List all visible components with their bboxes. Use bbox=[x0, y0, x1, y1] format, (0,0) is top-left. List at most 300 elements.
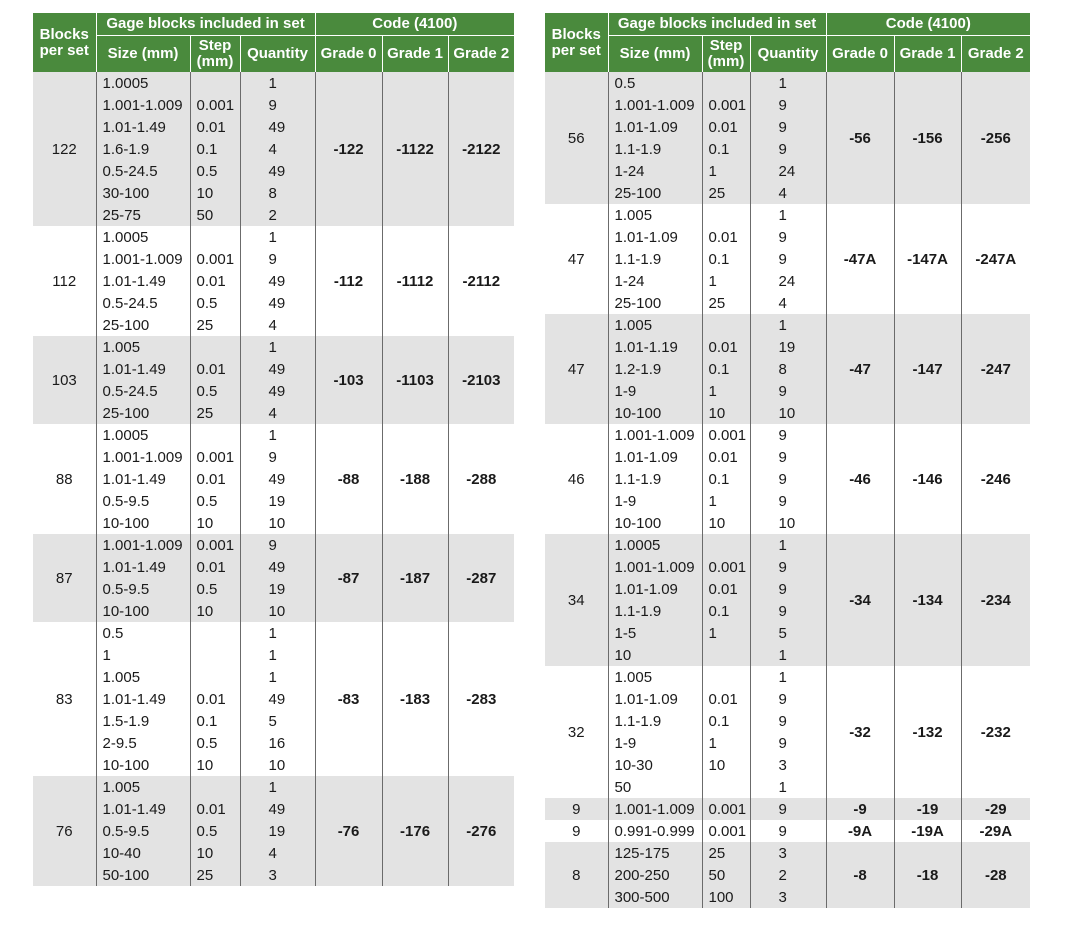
header-blocks-per-set: Blocks per set bbox=[545, 13, 608, 72]
size-cell: 1.2-1.9 bbox=[608, 358, 702, 380]
quantity-cell: 9 bbox=[750, 138, 826, 160]
quantity-cell: 1 bbox=[750, 314, 826, 336]
blocks-per-set-cell: 9 bbox=[545, 820, 608, 842]
quantity-cell: 9 bbox=[750, 688, 826, 710]
size-cell: 1.01-1.49 bbox=[96, 116, 190, 138]
blocks-per-set-cell: 112 bbox=[33, 226, 96, 336]
size-cell: 0.5-24.5 bbox=[96, 380, 190, 402]
quantity-cell: 9 bbox=[750, 226, 826, 248]
quantity-cell: 3 bbox=[240, 864, 315, 886]
step-cell: 0.01 bbox=[702, 578, 750, 600]
grade-2-code-cell: -246 bbox=[961, 424, 1030, 534]
grade-1-code-cell: -134 bbox=[894, 534, 961, 666]
step-cell: 25 bbox=[190, 864, 240, 886]
size-cell: 125-175 bbox=[608, 842, 702, 864]
quantity-cell: 4 bbox=[240, 314, 315, 336]
quantity-cell: 9 bbox=[240, 446, 315, 468]
quantity-cell: 1 bbox=[240, 622, 315, 644]
quantity-cell: 1 bbox=[750, 644, 826, 666]
quantity-cell: 9 bbox=[750, 820, 826, 842]
quantity-cell: 10 bbox=[240, 600, 315, 622]
table-row bbox=[545, 666, 1030, 688]
grade-2-code-cell: -28 bbox=[961, 842, 1030, 908]
step-cell: 1 bbox=[702, 622, 750, 644]
quantity-cell: 9 bbox=[750, 468, 826, 490]
blocks-per-set-cell: 32 bbox=[545, 666, 608, 798]
step-cell: 0.1 bbox=[702, 710, 750, 732]
grade-0-code-cell: -103 bbox=[315, 336, 382, 424]
blocks-per-set-cell: 47 bbox=[545, 314, 608, 424]
step-cell: 0.01 bbox=[702, 336, 750, 358]
table-row bbox=[33, 226, 514, 248]
table-row bbox=[33, 534, 514, 556]
table-row bbox=[33, 776, 514, 798]
quantity-cell: 19 bbox=[240, 578, 315, 600]
size-cell: 1.01-1.19 bbox=[608, 336, 702, 358]
table-row bbox=[33, 72, 514, 94]
step-cell: 10 bbox=[190, 600, 240, 622]
step-cell: 0.01 bbox=[190, 116, 240, 138]
header-grade-1: Grade 1 bbox=[382, 36, 448, 73]
table-row bbox=[545, 314, 1030, 336]
grade-2-code-cell: -276 bbox=[448, 776, 514, 886]
step-cell: 0.1 bbox=[190, 138, 240, 160]
size-cell: 1.001-1.009 bbox=[96, 94, 190, 116]
step-cell: 0.5 bbox=[190, 490, 240, 512]
blocks-per-set-cell: 56 bbox=[545, 72, 608, 204]
grade-0-code-cell: -32 bbox=[826, 666, 894, 798]
quantity-cell: 49 bbox=[240, 798, 315, 820]
step-cell bbox=[190, 336, 240, 358]
header-size: Size (mm) bbox=[608, 36, 702, 73]
step-cell: 0.01 bbox=[190, 688, 240, 710]
quantity-cell: 49 bbox=[240, 688, 315, 710]
table-row bbox=[545, 798, 1030, 820]
step-cell: 10 bbox=[702, 754, 750, 776]
step-cell: 0.01 bbox=[190, 798, 240, 820]
header-grade-1: Grade 1 bbox=[894, 36, 961, 73]
step-cell: 0.001 bbox=[702, 556, 750, 578]
blocks-per-set-cell: 87 bbox=[33, 534, 96, 622]
size-cell: 1-9 bbox=[608, 380, 702, 402]
quantity-cell: 9 bbox=[750, 94, 826, 116]
quantity-cell: 1 bbox=[750, 534, 826, 556]
size-cell: 1.001-1.009 bbox=[96, 534, 190, 556]
grade-0-code-cell: -8 bbox=[826, 842, 894, 908]
gage-block-table-left bbox=[33, 13, 514, 886]
quantity-cell: 24 bbox=[750, 160, 826, 182]
size-cell: 50-100 bbox=[96, 864, 190, 886]
size-cell: 1.01-1.49 bbox=[96, 798, 190, 820]
step-cell: 1 bbox=[702, 160, 750, 182]
step-cell: 0.001 bbox=[190, 94, 240, 116]
size-cell: 1.1-1.9 bbox=[608, 138, 702, 160]
step-cell: 0.5 bbox=[190, 820, 240, 842]
size-cell: 10-40 bbox=[96, 842, 190, 864]
step-cell bbox=[190, 424, 240, 446]
quantity-cell: 24 bbox=[750, 270, 826, 292]
size-cell: 1.0005 bbox=[96, 72, 190, 94]
size-cell: 1.001-1.009 bbox=[96, 248, 190, 270]
blocks-per-set-cell: 83 bbox=[33, 622, 96, 776]
header-step: Step (mm) bbox=[702, 36, 750, 73]
quantity-cell: 3 bbox=[750, 886, 826, 908]
grade-0-code-cell: -47 bbox=[826, 314, 894, 424]
step-cell: 0.001 bbox=[190, 534, 240, 556]
quantity-cell: 3 bbox=[750, 842, 826, 864]
step-cell: 10 bbox=[190, 182, 240, 204]
quantity-cell: 9 bbox=[750, 424, 826, 446]
size-cell: 1.01-1.09 bbox=[608, 446, 702, 468]
grade-2-code-cell: -247 bbox=[961, 314, 1030, 424]
quantity-cell: 9 bbox=[750, 380, 826, 402]
size-cell: 10-100 bbox=[96, 754, 190, 776]
quantity-cell: 3 bbox=[750, 754, 826, 776]
header-gage-blocks-included: Gage blocks included in set bbox=[96, 13, 315, 36]
size-cell: 1.1-1.9 bbox=[608, 468, 702, 490]
step-cell bbox=[702, 644, 750, 666]
step-cell: 0.1 bbox=[702, 600, 750, 622]
quantity-cell: 9 bbox=[750, 248, 826, 270]
grade-1-code-cell: -188 bbox=[382, 424, 448, 534]
grade-2-code-cell: -247A bbox=[961, 204, 1030, 314]
quantity-cell: 4 bbox=[240, 138, 315, 160]
gage-block-table-right bbox=[545, 13, 1030, 908]
size-cell: 0.5-9.5 bbox=[96, 578, 190, 600]
size-cell: 25-100 bbox=[96, 314, 190, 336]
quantity-cell: 9 bbox=[240, 534, 315, 556]
quantity-cell: 8 bbox=[240, 182, 315, 204]
grade-1-code-cell: -132 bbox=[894, 666, 961, 798]
size-cell: 50 bbox=[608, 776, 702, 798]
size-cell: 1.005 bbox=[96, 666, 190, 688]
quantity-cell: 49 bbox=[240, 292, 315, 314]
size-cell: 1.01-1.49 bbox=[96, 270, 190, 292]
step-cell: 0.5 bbox=[190, 292, 240, 314]
quantity-cell: 16 bbox=[240, 732, 315, 754]
step-cell bbox=[702, 666, 750, 688]
table-row bbox=[33, 622, 514, 644]
table-row bbox=[545, 72, 1030, 94]
size-cell: 1.001-1.009 bbox=[608, 94, 702, 116]
step-cell: 0.01 bbox=[190, 270, 240, 292]
grade-2-code-cell: -288 bbox=[448, 424, 514, 534]
quantity-cell: 4 bbox=[750, 292, 826, 314]
size-cell: 1.01-1.09 bbox=[608, 116, 702, 138]
size-cell: 25-100 bbox=[608, 292, 702, 314]
step-cell: 25 bbox=[190, 314, 240, 336]
step-cell: 50 bbox=[190, 204, 240, 226]
size-cell: 0.991-0.999 bbox=[608, 820, 702, 842]
size-cell: 25-100 bbox=[96, 402, 190, 424]
step-cell: 25 bbox=[190, 402, 240, 424]
size-cell: 1.01-1.49 bbox=[96, 468, 190, 490]
grade-0-code-cell: -34 bbox=[826, 534, 894, 666]
step-cell: 0.1 bbox=[190, 710, 240, 732]
step-cell: 10 bbox=[702, 512, 750, 534]
quantity-cell: 1 bbox=[240, 226, 315, 248]
quantity-cell: 1 bbox=[750, 204, 826, 226]
step-cell: 0.01 bbox=[702, 446, 750, 468]
table-row bbox=[33, 424, 514, 446]
size-cell: 30-100 bbox=[96, 182, 190, 204]
header-code: Code (4100) bbox=[315, 13, 514, 36]
size-cell: 10-100 bbox=[96, 512, 190, 534]
grade-2-code-cell: -256 bbox=[961, 72, 1030, 204]
step-cell: 0.001 bbox=[702, 94, 750, 116]
quantity-cell: 1 bbox=[750, 666, 826, 688]
grade-1-code-cell: -1103 bbox=[382, 336, 448, 424]
grade-0-code-cell: -88 bbox=[315, 424, 382, 534]
quantity-cell: 5 bbox=[240, 710, 315, 732]
step-cell bbox=[190, 72, 240, 94]
step-cell bbox=[702, 314, 750, 336]
grade-1-code-cell: -1112 bbox=[382, 226, 448, 336]
quantity-cell: 1 bbox=[750, 72, 826, 94]
quantity-cell: 4 bbox=[240, 402, 315, 424]
size-cell: 1.001-1.009 bbox=[608, 424, 702, 446]
blocks-per-set-cell: 76 bbox=[33, 776, 96, 886]
size-cell: 1.01-1.09 bbox=[608, 578, 702, 600]
step-cell: 0.01 bbox=[702, 688, 750, 710]
grade-2-code-cell: -232 bbox=[961, 666, 1030, 798]
quantity-cell: 9 bbox=[750, 798, 826, 820]
table-row bbox=[545, 842, 1030, 864]
quantity-cell: 19 bbox=[240, 490, 315, 512]
quantity-cell: 1 bbox=[240, 72, 315, 94]
step-cell: 0.5 bbox=[190, 578, 240, 600]
size-cell: 1.001-1.009 bbox=[608, 798, 702, 820]
step-cell: 0.01 bbox=[190, 358, 240, 380]
quantity-cell: 1 bbox=[240, 776, 315, 798]
grade-1-code-cell: -176 bbox=[382, 776, 448, 886]
step-cell: 25 bbox=[702, 292, 750, 314]
step-cell: 100 bbox=[702, 886, 750, 908]
grade-2-code-cell: -287 bbox=[448, 534, 514, 622]
quantity-cell: 4 bbox=[750, 182, 826, 204]
grade-0-code-cell: -122 bbox=[315, 72, 382, 226]
step-cell: 10 bbox=[190, 754, 240, 776]
step-cell: 0.5 bbox=[190, 160, 240, 182]
quantity-cell: 9 bbox=[240, 94, 315, 116]
quantity-cell: 19 bbox=[750, 336, 826, 358]
table-row bbox=[33, 336, 514, 358]
grade-1-code-cell: -156 bbox=[894, 72, 961, 204]
grade-1-code-cell: -19 bbox=[894, 798, 961, 820]
grade-0-code-cell: -112 bbox=[315, 226, 382, 336]
size-cell: 1.1-1.9 bbox=[608, 710, 702, 732]
step-cell bbox=[702, 776, 750, 798]
quantity-cell: 9 bbox=[750, 578, 826, 600]
size-cell: 10-100 bbox=[96, 600, 190, 622]
step-cell bbox=[190, 644, 240, 666]
size-cell: 1.01-1.09 bbox=[608, 688, 702, 710]
quantity-cell: 9 bbox=[750, 732, 826, 754]
step-cell: 50 bbox=[702, 864, 750, 886]
size-cell: 1.01-1.49 bbox=[96, 688, 190, 710]
quantity-cell: 1 bbox=[240, 644, 315, 666]
size-cell: 10-30 bbox=[608, 754, 702, 776]
step-cell: 0.001 bbox=[702, 820, 750, 842]
step-cell: 1 bbox=[702, 270, 750, 292]
grade-2-code-cell: -29 bbox=[961, 798, 1030, 820]
step-cell: 0.001 bbox=[190, 446, 240, 468]
size-cell: 1.1-1.9 bbox=[608, 600, 702, 622]
step-cell: 1 bbox=[702, 490, 750, 512]
step-cell: 1 bbox=[702, 732, 750, 754]
size-cell: 2-9.5 bbox=[96, 732, 190, 754]
quantity-cell: 49 bbox=[240, 380, 315, 402]
size-cell: 0.5 bbox=[96, 622, 190, 644]
size-cell: 1.001-1.009 bbox=[96, 446, 190, 468]
step-cell: 0.1 bbox=[702, 358, 750, 380]
step-cell: 0.01 bbox=[702, 226, 750, 248]
step-cell: 10 bbox=[702, 402, 750, 424]
quantity-cell: 1 bbox=[750, 776, 826, 798]
size-cell: 1.0005 bbox=[608, 534, 702, 556]
header-grade-0: Grade 0 bbox=[315, 36, 382, 73]
quantity-cell: 19 bbox=[240, 820, 315, 842]
header-quantity: Quantity bbox=[750, 36, 826, 73]
header-grade-2: Grade 2 bbox=[448, 36, 514, 73]
size-cell: 1.6-1.9 bbox=[96, 138, 190, 160]
quantity-cell: 49 bbox=[240, 270, 315, 292]
size-cell: 1.0005 bbox=[96, 424, 190, 446]
step-cell: 0.01 bbox=[190, 468, 240, 490]
quantity-cell: 1 bbox=[240, 666, 315, 688]
grade-0-code-cell: -9A bbox=[826, 820, 894, 842]
size-cell: 1.01-1.49 bbox=[96, 358, 190, 380]
grade-2-code-cell: -283 bbox=[448, 622, 514, 776]
size-cell: 1.01-1.49 bbox=[96, 556, 190, 578]
blocks-per-set-cell: 8 bbox=[545, 842, 608, 908]
quantity-cell: 10 bbox=[240, 754, 315, 776]
quantity-cell: 5 bbox=[750, 622, 826, 644]
header-grade-0: Grade 0 bbox=[826, 36, 894, 73]
step-cell bbox=[190, 776, 240, 798]
step-cell: 0.01 bbox=[190, 556, 240, 578]
size-cell: 1.005 bbox=[608, 666, 702, 688]
table-row bbox=[545, 424, 1030, 446]
size-cell: 1.0005 bbox=[96, 226, 190, 248]
size-cell: 1-24 bbox=[608, 270, 702, 292]
size-cell: 300-500 bbox=[608, 886, 702, 908]
blocks-per-set-cell: 9 bbox=[545, 798, 608, 820]
size-cell: 1-9 bbox=[608, 490, 702, 512]
step-cell: 0.01 bbox=[702, 116, 750, 138]
step-cell: 0.001 bbox=[702, 424, 750, 446]
quantity-cell: 9 bbox=[750, 710, 826, 732]
blocks-per-set-cell: 34 bbox=[545, 534, 608, 666]
header-blocks-per-set: Blocks per set bbox=[33, 13, 96, 72]
quantity-cell: 9 bbox=[750, 490, 826, 512]
grade-1-code-cell: -147 bbox=[894, 314, 961, 424]
step-cell: 1 bbox=[702, 380, 750, 402]
quantity-cell: 9 bbox=[750, 600, 826, 622]
size-cell: 10 bbox=[608, 644, 702, 666]
step-cell bbox=[702, 534, 750, 556]
grade-0-code-cell: -56 bbox=[826, 72, 894, 204]
grade-1-code-cell: -1122 bbox=[382, 72, 448, 226]
grade-0-code-cell: -76 bbox=[315, 776, 382, 886]
quantity-cell: 49 bbox=[240, 116, 315, 138]
grade-1-code-cell: -187 bbox=[382, 534, 448, 622]
quantity-cell: 49 bbox=[240, 160, 315, 182]
quantity-cell: 2 bbox=[750, 864, 826, 886]
size-cell: 10-100 bbox=[608, 512, 702, 534]
table-row bbox=[545, 534, 1030, 556]
size-cell: 1.001-1.009 bbox=[608, 556, 702, 578]
table-row bbox=[545, 204, 1030, 226]
header-gage-blocks-included: Gage blocks included in set bbox=[608, 13, 826, 36]
size-cell: 1-9 bbox=[608, 732, 702, 754]
step-cell: 25 bbox=[702, 842, 750, 864]
grade-1-code-cell: -183 bbox=[382, 622, 448, 776]
size-cell: 25-100 bbox=[608, 182, 702, 204]
quantity-cell: 9 bbox=[750, 446, 826, 468]
quantity-cell: 49 bbox=[240, 468, 315, 490]
size-cell: 1.5-1.9 bbox=[96, 710, 190, 732]
grade-1-code-cell: -18 bbox=[894, 842, 961, 908]
blocks-per-set-cell: 122 bbox=[33, 72, 96, 226]
size-cell: 1-5 bbox=[608, 622, 702, 644]
blocks-per-set-cell: 46 bbox=[545, 424, 608, 534]
size-cell: 1.005 bbox=[96, 776, 190, 798]
size-cell: 0.5 bbox=[608, 72, 702, 94]
grade-2-code-cell: -2122 bbox=[448, 72, 514, 226]
size-cell: 1.005 bbox=[608, 204, 702, 226]
step-cell bbox=[190, 226, 240, 248]
size-cell: 1 bbox=[96, 644, 190, 666]
step-cell: 10 bbox=[190, 842, 240, 864]
quantity-cell: 8 bbox=[750, 358, 826, 380]
quantity-cell: 10 bbox=[750, 402, 826, 424]
step-cell: 0.5 bbox=[190, 380, 240, 402]
size-cell: 0.5-9.5 bbox=[96, 820, 190, 842]
quantity-cell: 9 bbox=[750, 116, 826, 138]
blocks-per-set-cell: 47 bbox=[545, 204, 608, 314]
size-cell: 1.1-1.9 bbox=[608, 248, 702, 270]
step-cell: 0.1 bbox=[702, 468, 750, 490]
step-cell bbox=[702, 72, 750, 94]
header-step: Step (mm) bbox=[190, 36, 240, 73]
step-cell: 0.001 bbox=[190, 248, 240, 270]
quantity-cell: 10 bbox=[750, 512, 826, 534]
size-cell: 25-75 bbox=[96, 204, 190, 226]
grade-2-code-cell: -29A bbox=[961, 820, 1030, 842]
step-cell bbox=[190, 622, 240, 644]
quantity-cell: 10 bbox=[240, 512, 315, 534]
quantity-cell: 9 bbox=[750, 556, 826, 578]
quantity-cell: 9 bbox=[240, 248, 315, 270]
size-cell: 0.5-24.5 bbox=[96, 160, 190, 182]
table-row bbox=[545, 820, 1030, 842]
grade-1-code-cell: -146 bbox=[894, 424, 961, 534]
quantity-cell: 1 bbox=[240, 424, 315, 446]
grade-0-code-cell: -87 bbox=[315, 534, 382, 622]
quantity-cell: 49 bbox=[240, 556, 315, 578]
grade-0-code-cell: -46 bbox=[826, 424, 894, 534]
step-cell bbox=[190, 666, 240, 688]
step-cell: 0.1 bbox=[702, 248, 750, 270]
header-code: Code (4100) bbox=[826, 13, 1030, 36]
step-cell: 25 bbox=[702, 182, 750, 204]
size-cell: 0.5-9.5 bbox=[96, 490, 190, 512]
size-cell: 1.005 bbox=[608, 314, 702, 336]
step-cell: 0.1 bbox=[702, 138, 750, 160]
grade-2-code-cell: -234 bbox=[961, 534, 1030, 666]
header-grade-2: Grade 2 bbox=[961, 36, 1030, 73]
